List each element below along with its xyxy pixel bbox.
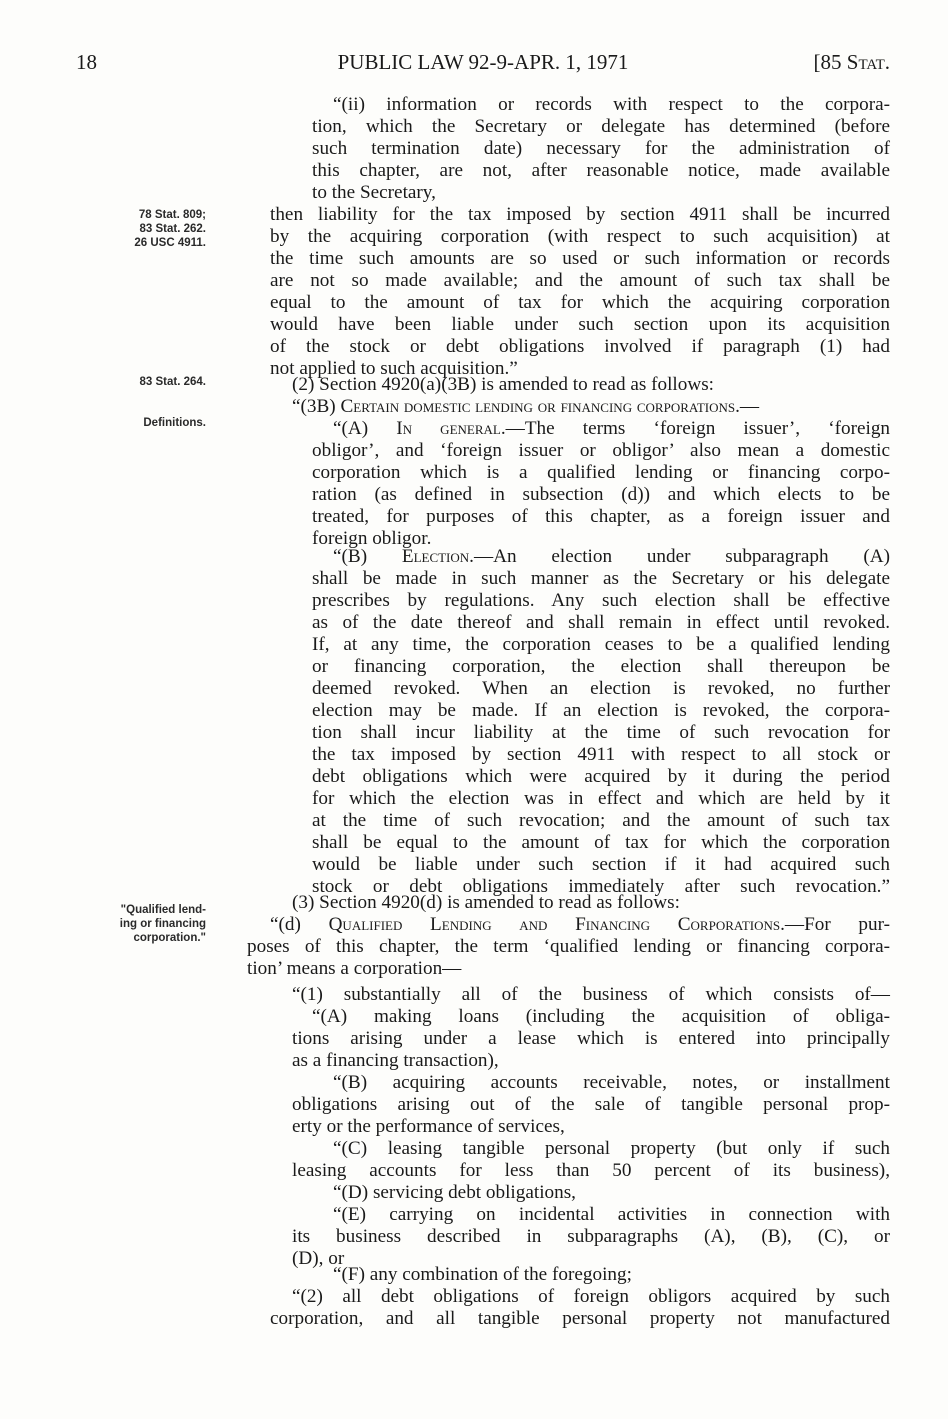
subpara-text: —The terms ‘foreign issuer’, ‘foreign bbox=[505, 418, 891, 439]
text-line: tion shall incur liability at the time of such revocation for bbox=[312, 722, 890, 743]
text-line: shall be equal to the amount of tax for which the corporation bbox=[312, 832, 890, 853]
section-heading-d bbox=[270, 914, 890, 936]
heading-caption: Qualified Lending and Financing Corporations. bbox=[328, 914, 785, 935]
text-line: obligor’, and ‘foreign issuer or obligor’ also mean a domestic bbox=[312, 440, 890, 461]
margin-note-line: 78 Stat. 809; bbox=[138, 209, 206, 221]
subpara-prefix: “(B) bbox=[333, 546, 402, 567]
text-line: its business described in subparagraphs (A), (B), (C), or bbox=[292, 1226, 890, 1247]
text-line: If, at any time, the corporation ceases to be a qualified lending bbox=[312, 634, 890, 655]
text-line: “(F) any combination of the foregoing; bbox=[333, 1264, 632, 1285]
text-line: tion, which the Secretary or delegate has determined (before bbox=[312, 116, 890, 137]
margin-note-line: Definitions. bbox=[143, 417, 206, 429]
text-line: (3) Section 4920(d) is amended to read as follows: bbox=[292, 892, 680, 913]
text-line: the tax imposed by section 4911 with respect to all stock or bbox=[312, 744, 890, 765]
margin-note-qualified bbox=[40, 903, 206, 945]
text-line: poses of this chapter, the term ‘qualified lending or financing corpora- bbox=[247, 936, 890, 957]
text-line: as of the date thereof and shall remain in effect until revoked. bbox=[312, 612, 890, 633]
text-line: deemed revoked. When an election is revoked, no further bbox=[312, 678, 890, 699]
text-line: “(C) leasing tangible personal property (but only if such bbox=[333, 1138, 890, 1159]
subpara-caption: Election. bbox=[401, 546, 474, 567]
heading-prefix: “(d) bbox=[270, 914, 329, 935]
text-line: as a financing transaction), bbox=[292, 1050, 499, 1071]
heading-prefix: “(3B) bbox=[292, 396, 341, 417]
text-line: equal to the amount of tax for which the acquiring corporation bbox=[270, 292, 890, 313]
text-line: the time such amounts are so used or such information or records bbox=[270, 248, 890, 269]
text-line: would have been liable under such section upon its acquisition bbox=[270, 314, 890, 335]
volume-prefix: [85 bbox=[813, 50, 847, 74]
heading-caption: Certain domestic lending or financing corporations.— bbox=[340, 396, 760, 417]
margin-note-definitions bbox=[40, 416, 206, 430]
text-line: erty or the performance of services, bbox=[292, 1116, 565, 1137]
text-line: tions arising under a lease which is entered into principally bbox=[292, 1028, 890, 1049]
text-line: tion’ means a corporation— bbox=[247, 958, 462, 979]
volume-citation bbox=[814, 50, 890, 75]
text-line: “(A) making loans (including the acquisition of obliga- bbox=[312, 1006, 890, 1027]
text-line: “(ii) information or records with respect to the corpora- bbox=[333, 94, 890, 115]
margin-note-line: 83 Stat. 262. bbox=[139, 223, 206, 235]
text-line: this chapter, are not, after reasonable notice, made available bbox=[312, 160, 890, 181]
volume-suffix: Stat. bbox=[846, 50, 890, 74]
subpara-caption: In general. bbox=[396, 418, 506, 439]
text-line: “(D) servicing debt obligations, bbox=[333, 1182, 576, 1203]
subpara-prefix: “(A) bbox=[333, 418, 397, 439]
subpara-text: —An election under subparagraph (A) bbox=[473, 546, 890, 567]
text-line bbox=[333, 418, 890, 440]
text-line: ration (as defined in subsection (d)) and which elects to be bbox=[312, 484, 890, 505]
text-line: debt obligations which were acquired by it during the period bbox=[312, 766, 890, 787]
section-heading-3b bbox=[292, 396, 759, 418]
margin-note-line: 83 Stat. 264. bbox=[139, 376, 206, 388]
running-title: PUBLIC LAW 92-9-APR. 1, 1971 bbox=[337, 50, 629, 74]
margin-note-line: "Qualified lend- bbox=[120, 904, 206, 916]
margin-note-citation bbox=[40, 208, 206, 250]
text-line: not applied to such acquisition.” bbox=[270, 358, 518, 379]
text-line: corporation, and all tangible personal property not manufactured bbox=[270, 1308, 890, 1329]
text-line: would be liable under such section if it had acquired such bbox=[312, 854, 890, 875]
text-line: leasing accounts for less than 50 percent of its business), bbox=[292, 1160, 890, 1181]
text-line: “(B) acquiring accounts receivable, notes, or installment bbox=[333, 1072, 890, 1093]
text-line: (2) Section 4920(a)(3B) is amended to read as follows: bbox=[292, 374, 715, 395]
text-line: stock or debt obligations immediately after such revocation.” bbox=[312, 876, 890, 897]
text-line: then liability for the tax imposed by section 4911 shall be incurred bbox=[270, 204, 890, 225]
text-line: “(2) all debt obligations of foreign obligors acquired by such bbox=[292, 1286, 890, 1307]
text-line: election may be made. If an election is revoked, the corpora- bbox=[312, 700, 890, 721]
heading-text: —For pur- bbox=[784, 914, 891, 935]
text-line: or financing corporation, the election shall thereupon be bbox=[312, 656, 890, 677]
text-line: shall be made in such manner as the Secretary or his delegate bbox=[312, 568, 890, 589]
text-line: at the time of such revocation; and the amount of such tax bbox=[312, 810, 890, 831]
text-line: by the acquiring corporation (with respect to such acquisition) at bbox=[270, 226, 890, 247]
text-line: foreign obligor. bbox=[312, 528, 432, 549]
text-line: to the Secretary, bbox=[312, 182, 436, 203]
text-line: (D), or bbox=[292, 1248, 345, 1269]
text-line: of the stock or debt obligations involved if paragraph (1) had bbox=[270, 336, 890, 357]
page-header bbox=[76, 50, 890, 80]
text-line: for which the election was in effect and which are held by it bbox=[312, 788, 890, 809]
text-line: such termination date) necessary for the administration of bbox=[312, 138, 890, 159]
text-line: prescribes by regulations. Any such election shall be effective bbox=[312, 590, 890, 611]
text-line: treated, for purposes of this chapter, as a foreign issuer and bbox=[312, 506, 890, 527]
text-line: “(1) substantially all of the business of which consists of— bbox=[292, 984, 890, 1005]
text-line bbox=[333, 546, 890, 568]
text-line: are not so made available; and the amount of such tax shall be bbox=[270, 270, 890, 291]
margin-note-line: ing or financing bbox=[119, 918, 206, 930]
text-line: corporation which is a qualified lending or financing corpo- bbox=[312, 462, 890, 483]
margin-note-line: 26 USC 4911. bbox=[134, 237, 206, 249]
text-line: obligations arising out of the sale of tangible personal prop- bbox=[292, 1094, 890, 1115]
margin-note-line: corporation." bbox=[133, 932, 206, 944]
page-number: 18 bbox=[76, 50, 97, 74]
margin-note-citation-2 bbox=[40, 375, 206, 389]
text-line: “(E) carrying on incidental activities in connection with bbox=[333, 1204, 890, 1225]
